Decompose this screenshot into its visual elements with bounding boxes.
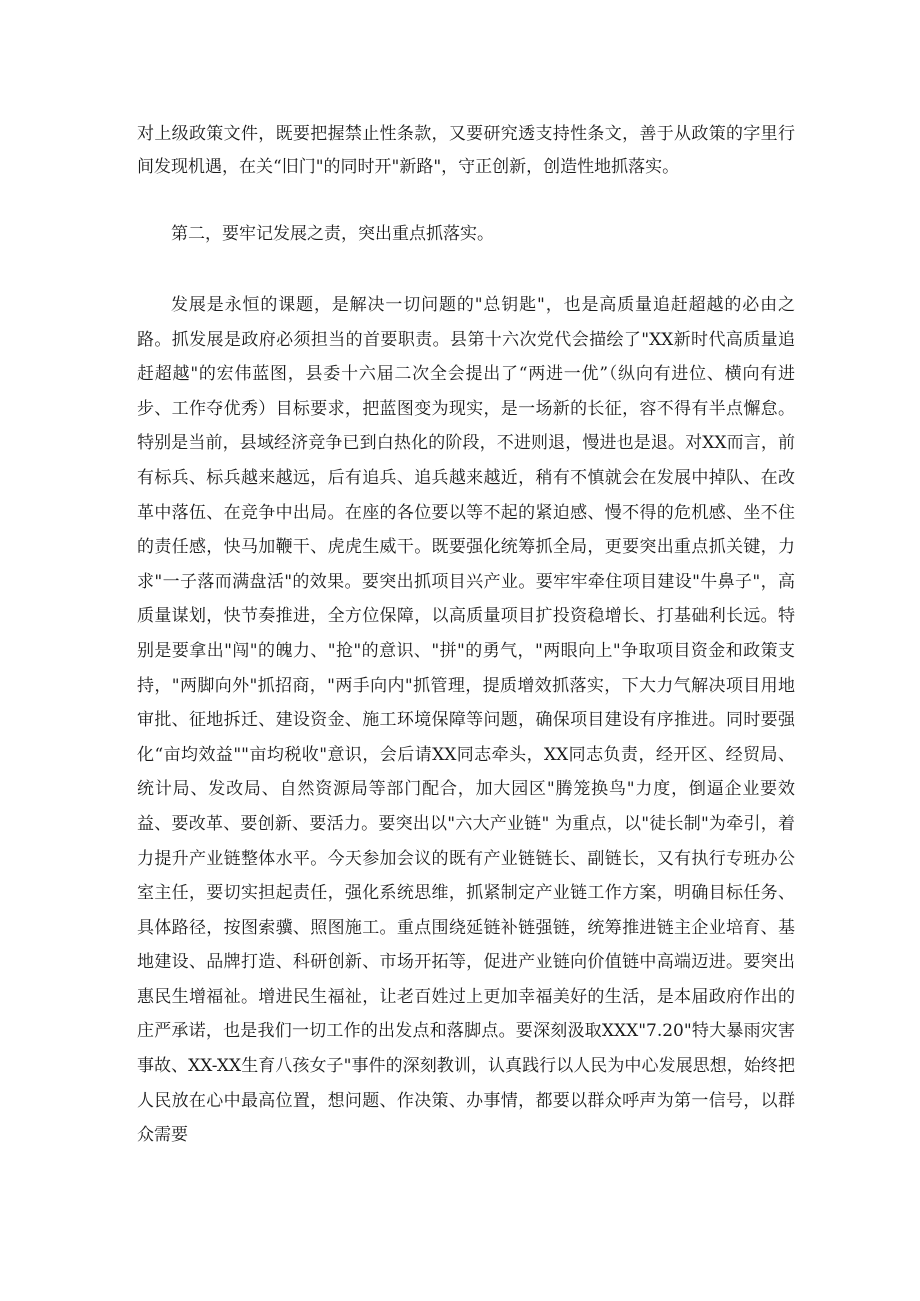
paragraph-development-body: 发展是永恒的课题，是解决一切问题的"总钥匙"，也是高质量追赶超越的必由之路。抓发展是政府必须担当的首要职责。县第十六次党代会描绘了"XX新时代高质量追赶超越"的宏伟蓝图，县委十六届二次全会提出了“两进一优”（纵向有进位、横向有进步、工作夺优秀）目标要求，把蓝图变为现实，是一场新的长征，容不得有半点懈怠。特别是当前，县域经济竞争已到白热化的阶段，不进则退，慢进也是退。对XX而言，前有标兵、标兵越来越远，后有追兵、追兵越来越近，稍有不慎就会在发展中掉队、在改革中落伍、在竞争中出局。在座的各位要以等不起的紧迫感、慢不得的危机感、坐不住的责任感，快马加鞭干、虎虎生威干。既要强化统筹抓全局，更要突出重点抓关键，力求"一子落而满盘活"的效果。要突出抓项目兴产业。要牢牢牵住项目建设"牛鼻子"，高质量谋划，快节奏推进，全方位保障，以高质量项目扩投资稳增长、打基础利长远。特别是要拿出"闯"的魄力、"抢"的意识、"拼"的勇气，"两眼向上"争取项目资金和政策支持，"两脚向外"抓招商，"两手向内"抓管理，提质增效抓落实，下大力气解决项目用地审批、征地拆迁、建设资金、施工环境保障等问题，确保项目建设有序推进。同时要强化“亩均效益""亩均税收"意识，会后请XX同志牵头，XX同志负责，经开区、经贸局、统计局、发改局、自然资源局等部门配合，加大园区"腾笼换鸟"力度，倒逼企业要效益、要改革、要创新、要活力。要突出以"六大产业链" 为重点，以"徒长制"为牵引，着力提升产业链整体水平。今天参加会议的既有产业链链长、副链长，又有执行专班办公室主任，要切实担起责任，强化系统思维，抓紧制定产业链工作方案，明确目标任务、具体路径，按图索骥、照图施工。重点围绕延链补链强链，统筹推进链主企业培育、基地建设、品牌打造、科研创新、市场开拓等，促进产业链向价值链中高端迈进。要突出惠民生增福祉。增进民生福祉，让老百姓过上更加幸福美好的生活，是本届政府作出的庄严承诺，也是我们一切工作的出发点和落脚点。要深刻汲取XXX"7.20"特大暴雨灾害事故、XX-XX生育八孩女子"事件的深刻教训，认真践行以人民为中心发展思想，始终把人民放在心中最高位置，想问题、作决策、办事情，都要以群众呼声为第一信号，以群众需要: [137, 295, 795, 1146]
paragraph-policy-documents: 对上级政策文件，既要把握禁止性条款，又要研究透支持性条文，善于从政策的字里行间发现机遇，在关“旧门"的同时开"新路"，守正创新，创造性地抓落实。: [137, 124, 795, 177]
paragraph-section-heading: 第二，要牢记发展之责，突出重点抓落实。: [171, 224, 494, 244]
